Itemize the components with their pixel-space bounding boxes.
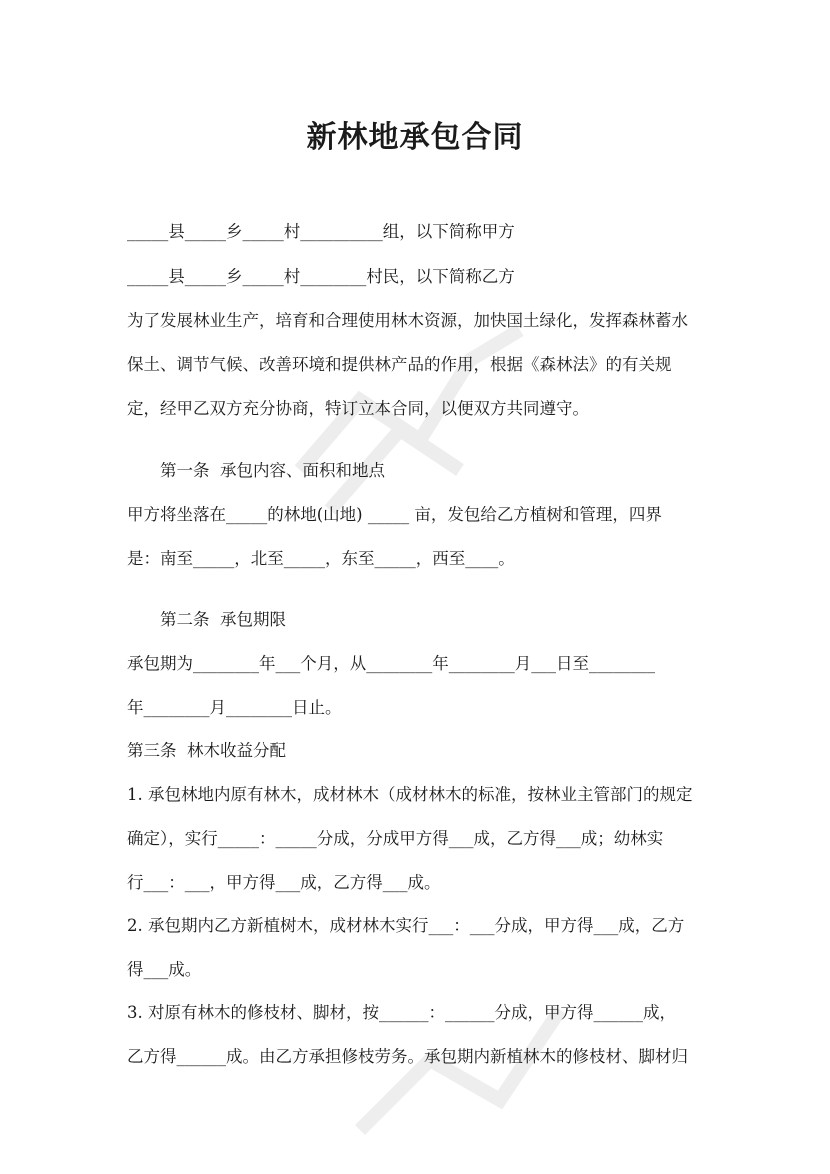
preamble-line-2: 保土、调节气候、改善环境和提供林产品的作用，根据《森林法》的有关规 (127, 355, 672, 374)
page-title: 新林地承包合同 (306, 120, 524, 155)
article-2-heading: 第二条 承包期限 (160, 610, 286, 629)
clause-2-line-2: 得___成。 (127, 960, 202, 979)
article-3-heading: 第三条 林木收益分配 (127, 741, 286, 760)
party-b-line: _____县_____乡_____村________村民，以下简称乙方 (127, 267, 515, 286)
preamble-line-1: 为了发展林业生产，培育和合理使用林木资源，加快国土绿化，发挥森林蓄水 (127, 311, 688, 330)
article-2-line-2: 年________月________日止。 (127, 698, 342, 717)
article-1-line-2: 是：南至_____，北至_____，东至_____，西至____。 (127, 549, 515, 568)
article-1-heading: 第一条 承包内容、面积和地点 (160, 461, 385, 480)
clause-3-line-1: 3. 对原有林木的修枝材、脚材，按______：______分成，甲方得______成， (127, 1003, 676, 1022)
article-1-line-1: 甲方将坐落在_____的林地(山地) _____ 亩，发包给乙方植树和管理，四界 (127, 505, 662, 524)
clause-2-line-1: 2. 承包期内乙方新植树木，成材林木实行___：___分成，甲方得___成，乙方 (127, 916, 685, 935)
clause-1-line-3: 行___：___，甲方得___成，乙方得___成。 (127, 873, 441, 892)
clause-1-line-2: 确定），实行_____：_____分成，分成甲方得___成，乙方得___成；幼林实 (127, 829, 664, 848)
clause-3-line-2: 乙方得______成。由乙方承担修枝劳务。承包期内新植林木的修枝材、脚材归 (127, 1047, 688, 1066)
party-a-line: _____县_____乡_____村__________组，以下简称甲方 (127, 222, 515, 241)
clause-1-line-1: 1. 承包林地内原有林木，成材林木（成材林木的标准，按林业主管部门的规定 (127, 785, 693, 804)
preamble-line-3: 定，经甲乙双方充分协商，特订立本合同，以便双方共同遵守。 (127, 399, 589, 418)
article-2-line-1: 承包期为________年___个月，从________年________月___日至________ (127, 654, 655, 673)
